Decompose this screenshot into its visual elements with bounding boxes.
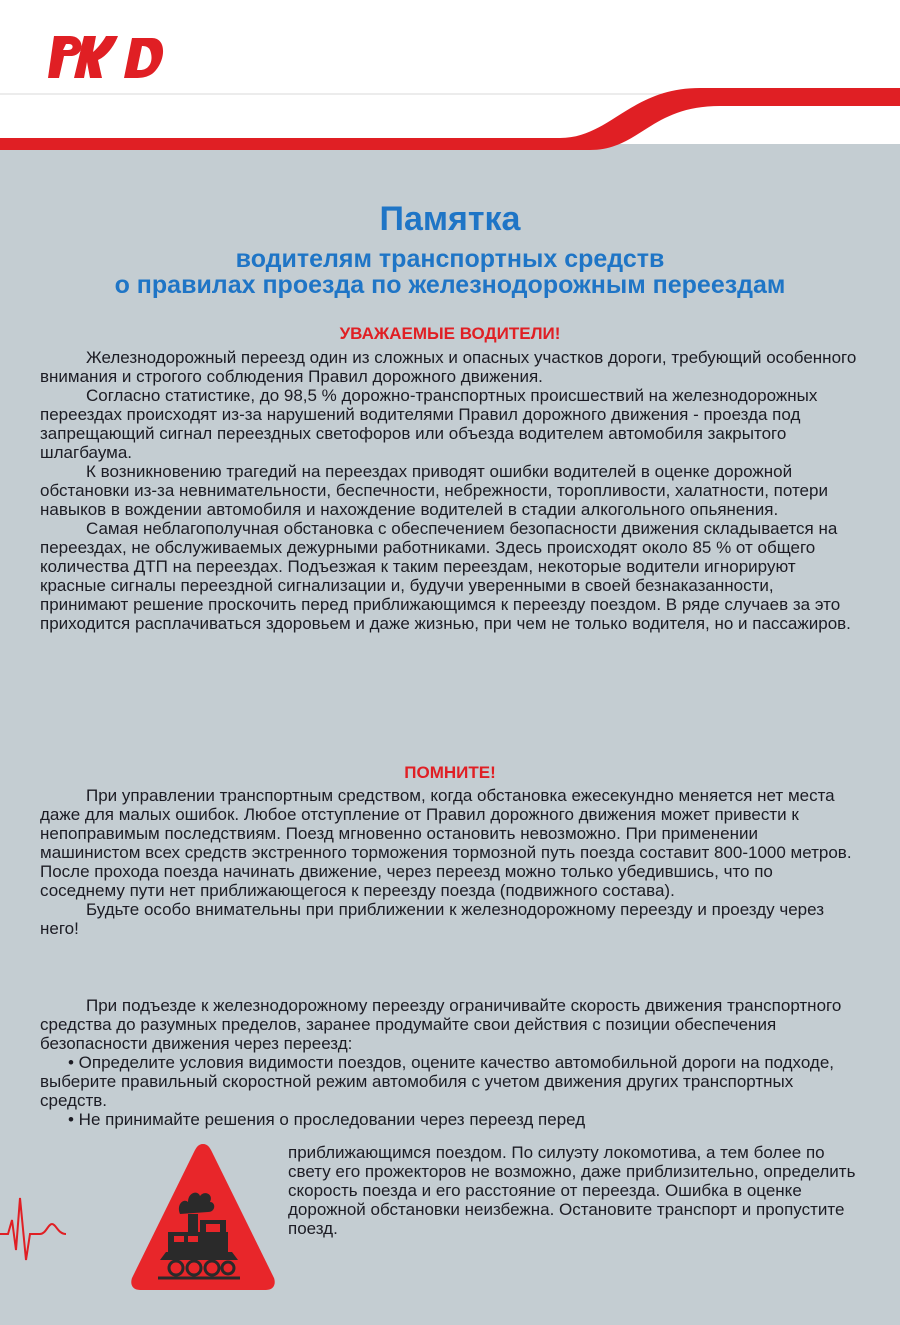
red-wave-band: [0, 86, 900, 196]
memo-subtitle-line2: о правилах проезда по железнодорожным переездам: [114, 271, 786, 299]
greeting-heading: УВАЖАЕМЫЕ ВОДИТЕЛИ!: [339, 324, 561, 343]
intro-section: [40, 348, 858, 633]
rzd-logo: [40, 28, 170, 86]
intro-paragraph: Самая неблагополучная обстановка с обеспечением безопасности движения складывается на переездах, не обслуживаемых дежурными работниками. Здесь происходят около 85 % от общего количества ДТП на переездах. Подъезжая к таким переездам, некоторые водители игнорируют красные сигналы переездной сигнализации и, будучи уверенными в своей безнаказанности, принимают решение проскочить перед приближающимся к переезду поездом. В ряде случаев за это приходится расплачиваться здоровьем и даже жизнью, при чем не только водителя, но и пассажиров.: [40, 519, 851, 633]
intro-paragraph: Согласно статистике, до 98,5 % дорожно-транспортных происшествий на железнодорожных переездах происходят из-за нарушений водителями Правил дорожного движения - проезда под запрещающий сигнал переездных светофоров или объезда водителем автомобиля закрытого шлагбаума.: [40, 386, 818, 462]
intro-paragraph: К возникновению трагедий на переездах приводят ошибки водителей в оценке дорожной обстановки из-за невнимательности, беспечности, небрежности, торопливости, халатности, потери навыков в вождении автомобиля и нахождение водителей в стадии алкогольного опьянения.: [40, 462, 828, 519]
bullet-decision-text: приближающимся поездом. По силуэту локомотива, а тем более по свету его прожекторов не возможно, даже приблизительно, определить скорость поезда и его расстояние от переезда. Ошибка в оценке дорожной обстановки неизбежна. Остановите транспорт и пропустите поезд.: [288, 1143, 856, 1238]
remember-paragraph: Будьте особо внимательны при приближении к железнодорожному переезду и проезду через него!: [40, 900, 825, 938]
bullet-decision-head: • Не принимайте решения о проследовании через переезд перед: [68, 1110, 586, 1129]
railroad-warning-sign-icon: [128, 1140, 278, 1292]
pulse-line-graphic: [0, 1190, 70, 1270]
remember-paragraph: При управлении транспортным средством, когда обстановка ежесекундно меняется нет места даже для малых ошибок. Любое отступление от Правил дорожного движения может привести к непоправимым последствиям. Поезд мгновенно остановить невозможно. При применении машинистом всех средств экстренного торможения тормозной путь поезда составит 800-1000 метров. После прохода поезда начинать движение, через переезд можно только убедившись, что по соседнему пути нет приближающегося к переезду поезда (подвижного состава).: [40, 786, 852, 900]
bullet-visibility: • Определите условия видимости поездов, оцените качество автомобильной дороги на подходе, выберите правильный скоростной режим автомобиля с учетом движения других транспортных средств.: [40, 1053, 835, 1110]
remember-heading: ПОМНИТЕ!: [404, 763, 496, 782]
memo-subtitle-line1: водителям транспортных средств: [235, 245, 665, 273]
approach-paragraph: При подъезде к железнодорожному переезду ограничивайте скорость движения транспортного средства до разумных пределов, заранее продумайте свои действия с позиции обеспечения безопасности движения через переезд:: [40, 996, 842, 1053]
approach-section: [40, 996, 858, 1129]
memo-title: Памятка: [379, 200, 521, 238]
intro-paragraph: Железнодорожный переезд один из сложных и опасных участков дороги, требующий особенного внимания и строгого соблюдения Правил дорожного движения.: [40, 348, 857, 386]
remember-section: [40, 786, 858, 938]
